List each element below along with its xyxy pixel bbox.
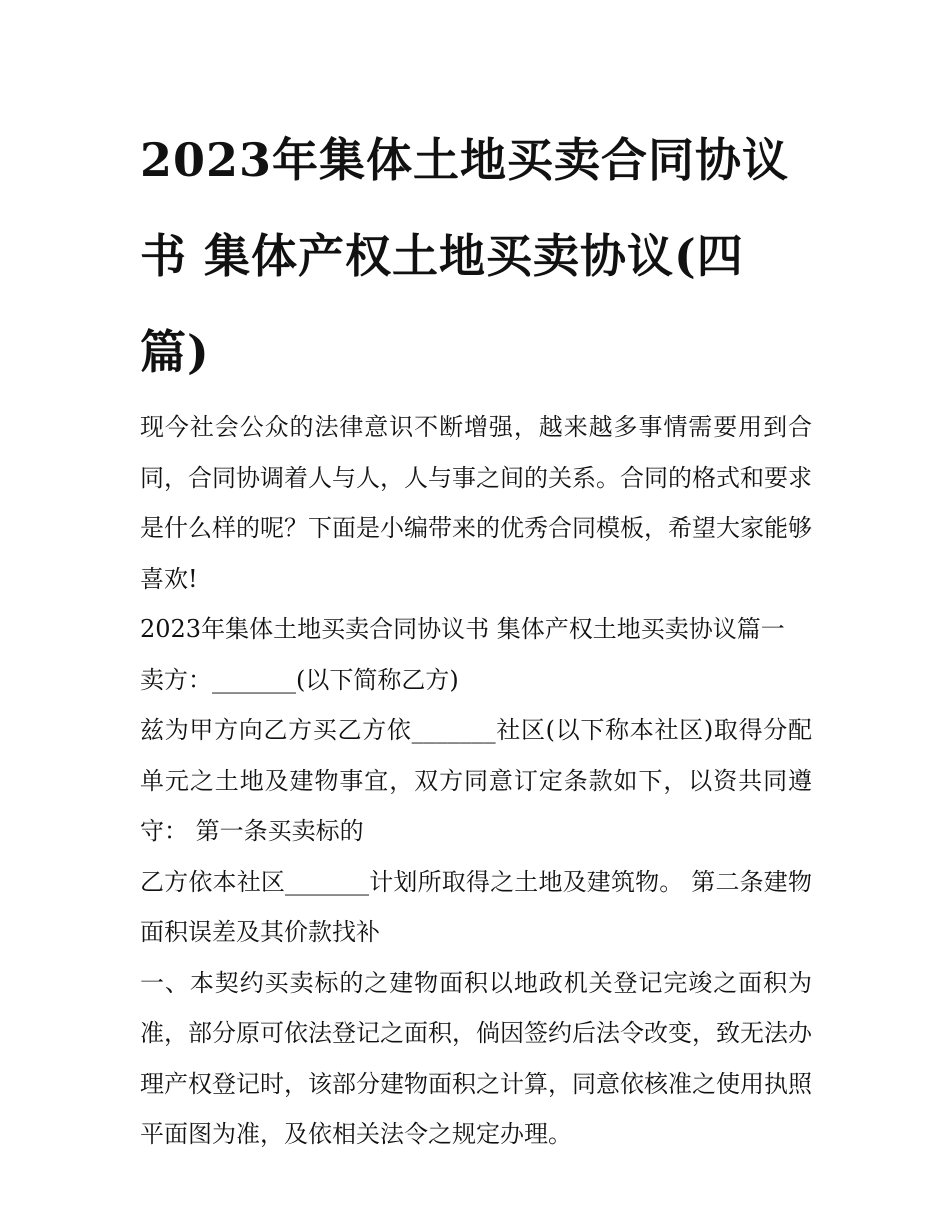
paragraph-section-heading: 2023年集体土地买卖合同协议书 集体产权土地买卖协议篇一: [140, 615, 785, 643]
paragraph-article-1: 乙方依本社区_______计划所取得之土地及建筑物。 第二条建物面积误差及其价款找补: [140, 867, 812, 946]
document-body: [140, 402, 812, 1160]
document-title: 2023年集体土地买卖合同协议书 集体产权土地买卖协议(四篇): [140, 133, 790, 379]
paragraph-intro: 现今社会公众的法律意识不断增强，越来越多事情需要用到合同，合同协调着人与人，人与事之间的关系。合同的格式和要求是什么样的呢？下面是小编带来的优秀合同模板，希望大家能够喜欢!: [140, 413, 812, 593]
document-page: [140, 112, 812, 1160]
paragraph-seller: 卖方：_______(以下简称乙方): [140, 665, 459, 694]
paragraph-article-2-item-1: 一、本契约买卖标的之建物面积以地政机关登记完竣之面积为准，部分原可依法登记之面积，倘因签约后法令改变，致无法办理产权登记时，该部分建物面积之计算，同意依核准之使用执照平面图为准，及依相关法令之规定办理。: [140, 968, 812, 1148]
paragraph-preamble: 兹为甲方向乙方买乙方依_______社区(以下称本社区)取得分配单元之土地及建物事宜，双方同意订定条款如下，以资共同遵守： 第一条买卖标的: [140, 716, 812, 845]
